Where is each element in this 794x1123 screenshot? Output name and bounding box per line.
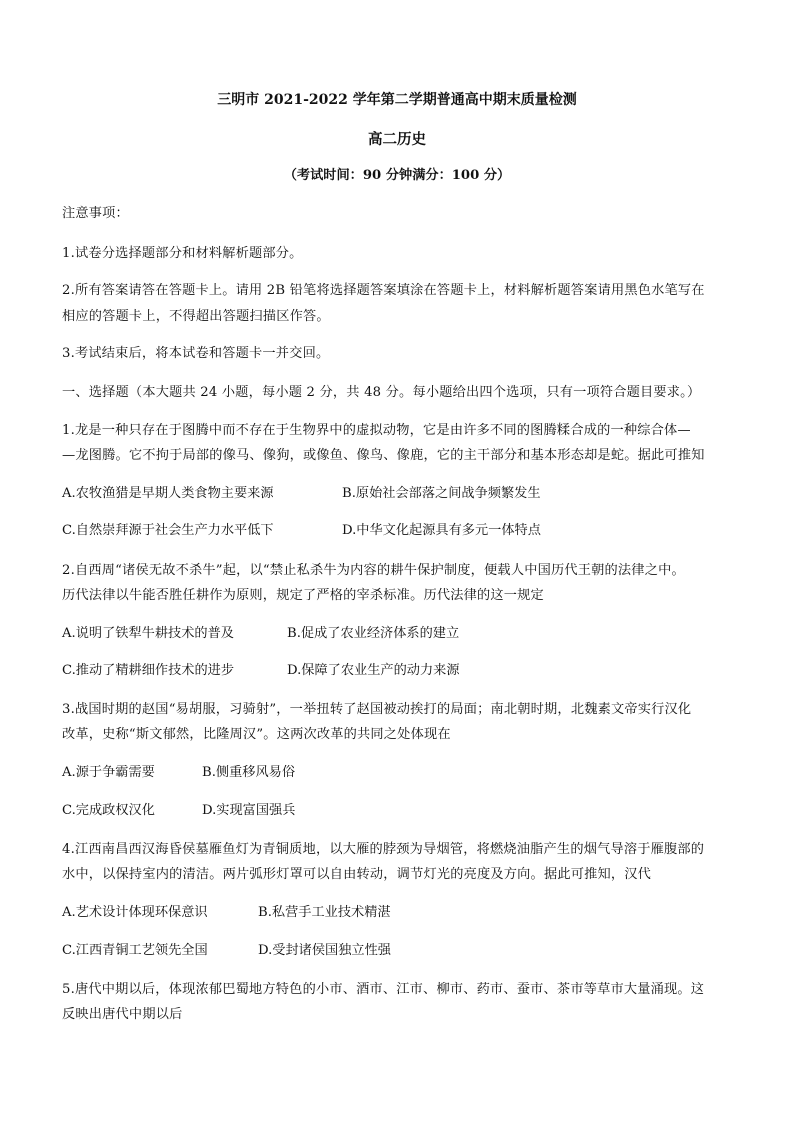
subject-title: 高二历史 bbox=[368, 131, 426, 148]
question-3-option-d: D.实现富国强兵 bbox=[202, 803, 296, 818]
question-2-option-d: D.保障了农业生产的动力来源 bbox=[287, 663, 460, 678]
exam-title: 三明市 2021-2022 学年第二学期普通高中期末质量检测 bbox=[217, 92, 577, 108]
question-2-text: 2.自西周“诸侯无故不杀牛”起，以“禁止私杀牛为内容的耕牛保护制度，便载人中国历代王朝的法律之中。 bbox=[62, 563, 685, 578]
question-1-option-b: B.原始社会部落之间战争频繁发生 bbox=[342, 486, 541, 501]
section-heading: 一、选择题（本大题共 24 小题，每小题 2 分，共 48 分。每小题给出四个选项，只有一项符合题目要求。） bbox=[62, 385, 701, 400]
note-item: 1.试卷分选择题部分和材料解析题部分。 bbox=[62, 246, 303, 261]
question-4-text: 4.江西南昌西汉海昏侯墓雁鱼灯为青铜质地，以大雁的脖颈为导烟管，将燃烧油脂产生的烟气导溶于雁腹部的 bbox=[62, 842, 705, 857]
question-2-option-c: C.推动了精耕细作技术的进步 bbox=[62, 663, 235, 678]
question-1-option-a: A.农牧渔猎是早期人类食物主要来源 bbox=[62, 486, 274, 501]
question-4-text: 水中，以保持室内的清洁。两片弧形灯罩可以自由转动，调节灯光的亮度及方向。据此可推知，汉代 bbox=[62, 867, 652, 882]
question-2-text: 历代法律以牛能否胜任耕作为原则，规定了严格的宰杀标准。历代法律的这一规定 bbox=[62, 588, 544, 603]
notes-heading: 注意事项： bbox=[62, 206, 129, 221]
question-2-option-a: A.说明了铁犁牛耕技术的普及 bbox=[62, 626, 234, 641]
exam-info: （考试时间：90 分钟满分：100 分） bbox=[283, 168, 511, 183]
question-1-option-d: D.中华文化起源具有多元一体特点 bbox=[342, 523, 541, 538]
question-3-option-c: C.完成政权汉化 bbox=[62, 803, 155, 818]
question-5-text: 反映出唐代中期以后 bbox=[62, 1007, 183, 1022]
question-3-text: 3.战国时期的赵国“易胡服，习骑射”，一举扭转了赵国被动挨打的局面；南北朝时期，北魏素文帝实行汉化 bbox=[62, 702, 692, 717]
question-5-text: 5.唐代中期以后，体现浓郁巴蜀地方特色的小市、酒市、江市、柳市、药市、蚕市、茶市等草市大量涌现。这 bbox=[62, 982, 705, 997]
note-item: 2.所有答案请答在答题卡上。请用 2B 铅笔将选择题答案填涂在答题卡上，材料解析题答案请用黑色水笔写在 bbox=[62, 283, 705, 298]
question-1-text: —龙图腾。它不拘于局部的像马、像狗，或像鱼、像鸟、像鹿，它的主干部分和基本形态却是蛇。据此可推知 bbox=[62, 448, 705, 463]
note-item: 相应的答题卡上，不得超出答题扫描区作答。 bbox=[62, 309, 330, 324]
question-4-option-d: D.受封诸侯国独立性强 bbox=[258, 943, 391, 958]
question-4-option-c: C.江西青铜工艺领先全国 bbox=[62, 943, 208, 958]
question-3-option-a: A.源于争霸需要 bbox=[62, 765, 155, 780]
question-3-option-b: B.侧重移风易俗 bbox=[202, 765, 296, 780]
question-4-option-a: A.艺术设计体现环保意识 bbox=[62, 905, 208, 920]
question-4-option-b: B.私营手工业技术精湛 bbox=[258, 905, 391, 920]
question-1-option-c: C.自然崇拜源于社会生产力水平低下 bbox=[62, 523, 274, 538]
question-1-text: 1.龙是一种只存在于图腾中而不存在于生物界中的虚拟动物，它是由许多不同的图腾糅合成的一种综合体— bbox=[62, 423, 691, 438]
note-item: 3.考试结束后，将本试卷和答题卡一并交回。 bbox=[62, 346, 330, 361]
question-3-text: 改革，史称“斯文郁然，比隆周汉”。这两次改革的共同之处体现在 bbox=[62, 727, 451, 742]
question-2-option-b: B.促成了农业经济体系的建立 bbox=[287, 626, 460, 641]
